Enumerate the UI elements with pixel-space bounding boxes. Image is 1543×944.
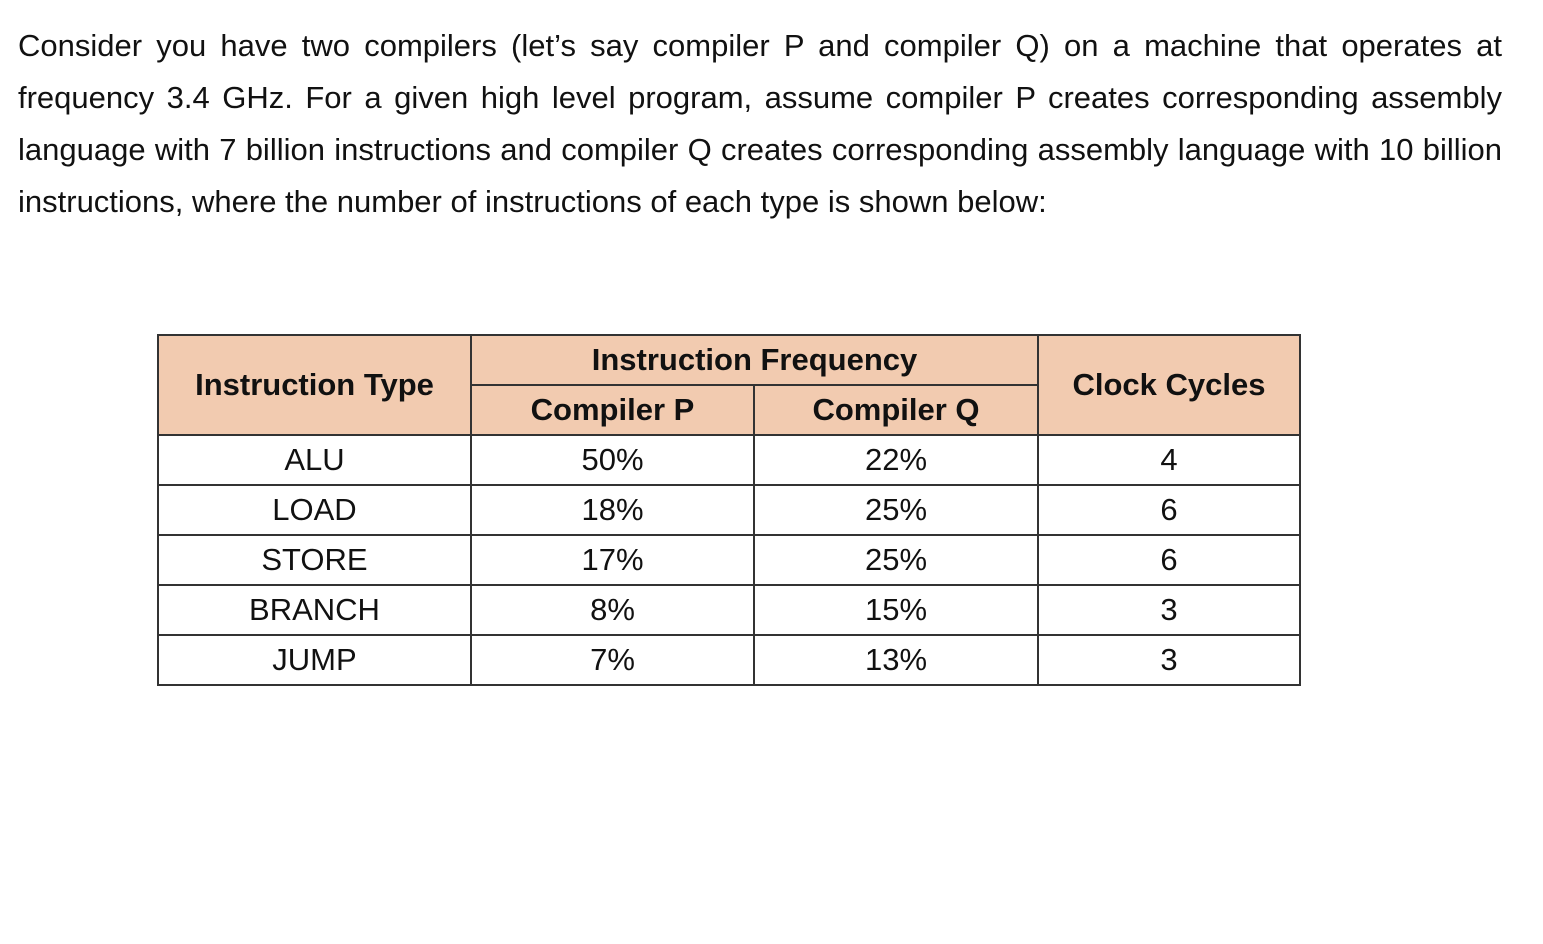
cell-instruction-type: JUMP — [158, 635, 471, 685]
cell-instruction-type: LOAD — [158, 485, 471, 535]
cell-compiler-p: 17% — [471, 535, 754, 585]
table-row — [158, 585, 1300, 635]
instruction-table — [157, 334, 1301, 686]
table-row — [158, 435, 1300, 485]
cell-clock-cycles: 4 — [1038, 435, 1300, 485]
header-instruction-frequency: Instruction Frequency — [471, 335, 1038, 385]
table-row — [158, 535, 1300, 585]
table-row — [158, 485, 1300, 535]
header-instruction-type: Instruction Type — [158, 335, 471, 435]
cell-clock-cycles: 6 — [1038, 535, 1300, 585]
cell-instruction-type: BRANCH — [158, 585, 471, 635]
cell-compiler-p: 7% — [471, 635, 754, 685]
question-paragraph: Consider you have two compilers (let’s say compiler P and compiler Q) on a machine that operates at frequency 3.4 GHz. For a given high level program, assume compiler P creates corresponding assembly language with 7 billion instructions and compiler Q creates corresponding assembly language with 10 billion instructions, where the number of instructions of each type is shown below: — [18, 28, 1502, 219]
cell-clock-cycles: 3 — [1038, 635, 1300, 685]
cell-clock-cycles: 6 — [1038, 485, 1300, 535]
cell-compiler-q: 25% — [754, 535, 1038, 585]
cell-compiler-p: 18% — [471, 485, 754, 535]
cell-compiler-q: 13% — [754, 635, 1038, 685]
table-header-row — [158, 335, 1300, 385]
header-clock-cycles: Clock Cycles — [1038, 335, 1300, 435]
cell-compiler-p: 50% — [471, 435, 754, 485]
cell-instruction-type: STORE — [158, 535, 471, 585]
cell-clock-cycles: 3 — [1038, 585, 1300, 635]
cell-compiler-q: 22% — [754, 435, 1038, 485]
header-compiler-q: Compiler Q — [754, 385, 1038, 435]
header-compiler-p: Compiler P — [471, 385, 754, 435]
cell-compiler-p: 8% — [471, 585, 754, 635]
cell-compiler-q: 25% — [754, 485, 1038, 535]
instruction-table-container — [157, 334, 1301, 686]
cell-instruction-type: ALU — [158, 435, 471, 485]
table-row — [158, 635, 1300, 685]
cell-compiler-q: 15% — [754, 585, 1038, 635]
